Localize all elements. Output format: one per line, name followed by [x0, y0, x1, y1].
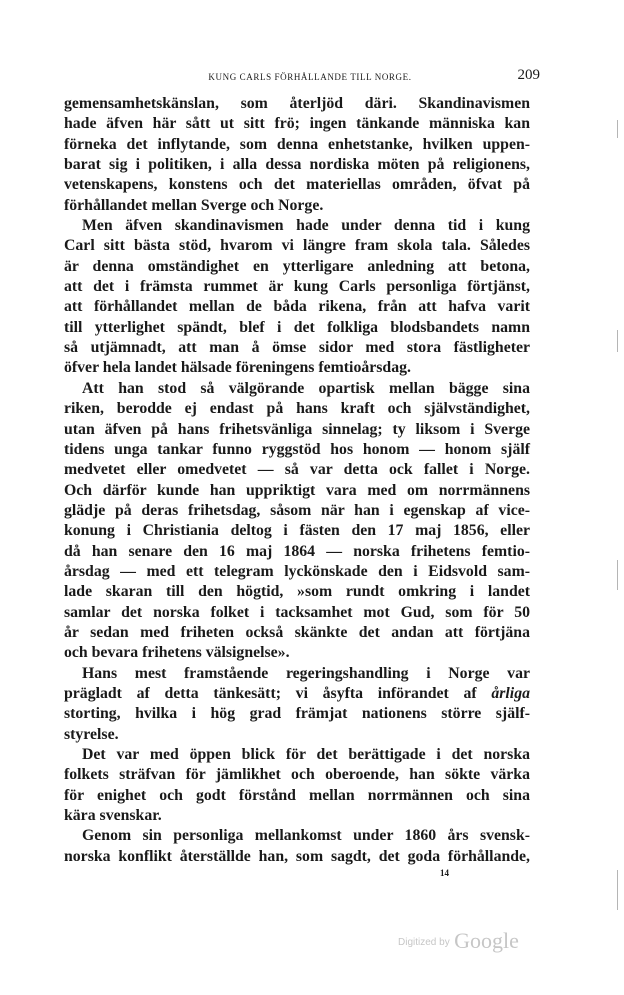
watermark-prefix: Digitized by — [398, 937, 450, 948]
text-line: utan äfven på hans frihetsvänliga sinnelag; ty liksom i Sverge — [64, 420, 530, 438]
text-line: Att han stod så välgörande opartisk mellan bägge sina — [82, 379, 530, 397]
text-line: samlar det norska folket i tacksamhet mot Gud, som för 50 — [64, 603, 530, 621]
edge-speck — [617, 330, 618, 352]
text-line: år sedan med friheten också skänkte det andan att förtjäna — [64, 623, 530, 641]
italic-word: årliga — [491, 684, 530, 702]
text-line: Och därför kunde han uppriktigt vara med om norrmännens — [64, 481, 530, 499]
text-line: Det var med öppen blick för det berättigade i det norska — [82, 746, 530, 763]
text-line: och bevara frihetens välsignelse». — [64, 644, 290, 662]
text-line: folkets sträfvan för jämlikhet och oberoende, han sökte värka — [64, 766, 530, 784]
text-line: vetenskapens, konstens och det materiellas områden, öfvat på — [64, 176, 530, 194]
running-head: KUNG CARLS FÖRHÅLLANDE TILL NORGE. — [208, 72, 412, 82]
text-line: Men äfven skandinavismen hade under denna tid i kung — [82, 217, 530, 235]
text-line: lade skaran till den högtid, »som rundt omkring i landet — [64, 583, 530, 601]
text-line: styrelse. — [64, 725, 119, 743]
text-line: barat sig i politiken, i alla dessa nordiska möten på religionens, — [64, 156, 530, 174]
text-line: årsdag — med ett telegram lyckönskade den i Eidsvold sam- — [64, 562, 530, 580]
text-line: riken, berodde ej endast på hans kraft och självständighet, — [64, 400, 530, 418]
text-line: hade äfven här sått ut sitt frö; ingen tänkande människa kan — [64, 115, 530, 133]
text-line-with-italic — [64, 684, 530, 704]
text-line: gemensamhetskänslan, som återljöd däri. Skandinavismen — [64, 95, 530, 112]
edge-speck — [617, 870, 618, 910]
text-line: för enighet och godt förstånd mellan norrmännen och sina — [64, 786, 530, 804]
text-line: då han senare den 16 maj 1864 — norska frihetens femtio- — [64, 542, 530, 560]
text-line: glädje på deras frihetsdag, såsom när han i egenskap af vice- — [64, 501, 530, 519]
text-line: medvetet eller omedvetet — så var detta ock fallet i Norge. — [64, 461, 530, 479]
edge-speck — [617, 120, 618, 138]
text-line: Hans mest framstående regeringshandling i Norge var — [82, 664, 530, 682]
text-line: konung i Christiania deltog i fästen den 17 maj 1856, eller — [64, 522, 530, 540]
signature-mark: 14 — [440, 868, 449, 878]
text-line: förneka det inflytande, som denna enhetstanke, hvilken uppen- — [64, 135, 530, 153]
text-line: kära svenskar. — [64, 807, 162, 825]
text-line: är denna omständighet en ytterligare anledning att betona, — [64, 257, 530, 275]
text-line: Genom sin personliga mellankomst under 1860 års svensk- — [82, 827, 530, 845]
text-line: norska konflikt återställde han, som sagdt, det goda förhållande, — [64, 847, 530, 865]
text-line: att förhållandet mellan de båda rikena, från att hafva varit — [64, 298, 530, 316]
line-lead: prägladt af detta tänkesätt; vi åsyfta införandet af — [64, 684, 477, 702]
text-line: förhållandet mellan Sverge och Norge. — [64, 196, 324, 214]
edge-speck — [617, 560, 618, 590]
text-line: att det i främsta rummet är kung Carls personliga förtjänst, — [64, 278, 530, 296]
watermark-brand: Google — [454, 928, 519, 953]
page-number: 209 — [517, 67, 540, 83]
text-line: Carl sitt bästa stöd, hvarom vi längre fram skola tala. Således — [64, 237, 530, 255]
body-text — [64, 94, 530, 867]
text-line: tidens unga tankar funno ryggstöd hos honom — honom själf — [64, 440, 530, 458]
text-line: till ytterlighet spändt, blef i det folkliga blodsbandets namn — [64, 318, 530, 336]
digitized-watermark — [398, 928, 519, 954]
text-line: så utjämnadt, att man å ömse sidor med stora fästligheter — [64, 339, 530, 357]
text-line: storting, hvilka i hög grad främjat nationens större själf- — [64, 705, 530, 723]
text-line: öfver hela landet hälsade föreningens femtioårsdag. — [64, 359, 411, 377]
